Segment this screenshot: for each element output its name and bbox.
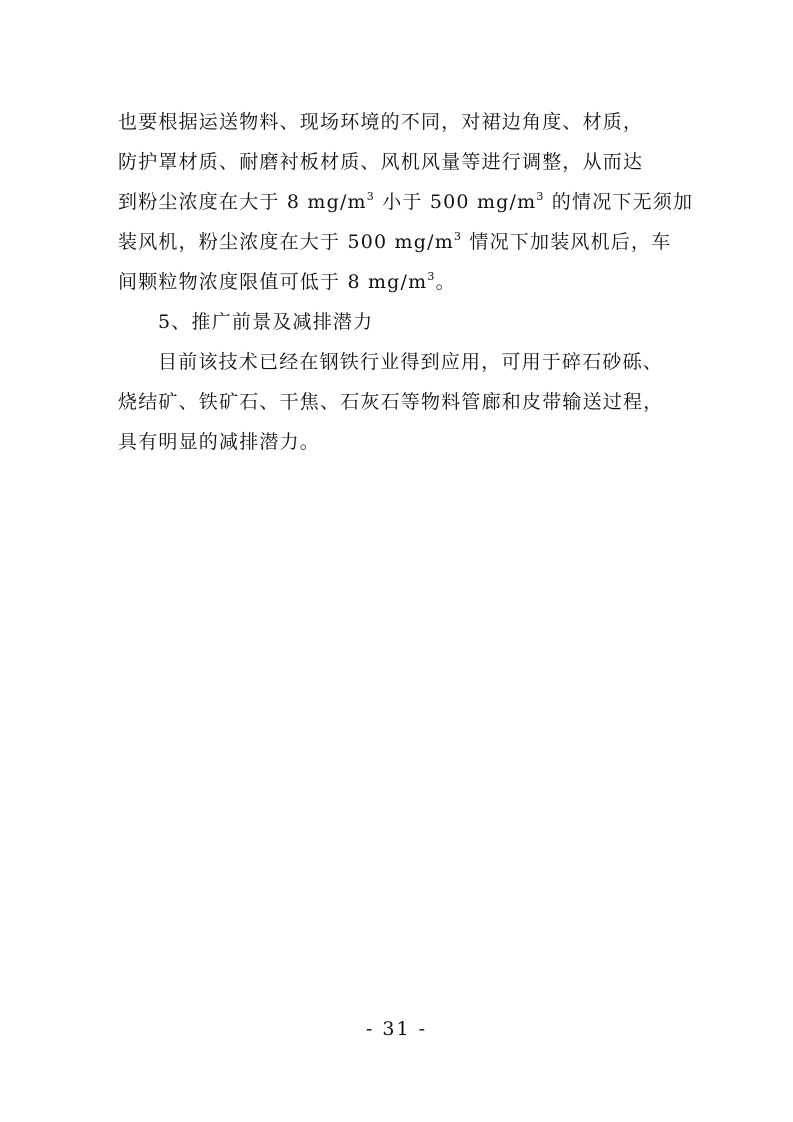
page-number: - 31 - [365,1018,428,1040]
body-text [118,102,694,462]
text-fragment: 的情况下无须加 [544,191,694,213]
superscript: 3 [536,189,545,203]
text-fragment: 情况下加装风机后，车 [462,231,672,253]
text-fragment: 间颗粒物浓度限值可低于 8 mg/m [118,271,428,293]
text-line: 烧结矿、铁矿石、干焦、石灰石等物料管廊和皮带输送过程， [118,391,664,413]
superscript: 3 [366,189,375,203]
text-line [118,222,683,262]
text-fragment: 。 [435,271,456,293]
text-line: 防护罩材质、耐磨衬板材质、风机风量等进行调整，从而达 [118,151,644,173]
text-line [118,262,683,302]
text-fragment: 小于 500 mg/m [374,191,537,213]
superscript: 3 [453,229,463,243]
paragraph-promotion-prospects [118,342,683,462]
text-line: 具有明显的减排潜力。 [118,431,321,453]
section-heading: 5、推广前景及减排潜力 [158,311,374,333]
text-line: 也要根据运送物料、现场环境的不同，对裙边角度、材质， [118,111,644,133]
text-fragment: 装风机，粉尘浓度在大于 500 mg/m [118,231,454,253]
text-line: 目前该技术已经在钢铁行业得到应用，可用于碎石砂砾、 [158,351,664,373]
text-line [118,182,694,222]
superscript: 3 [427,269,436,283]
paragraph-dust-control [118,102,694,302]
text-fragment: 到粉尘浓度在大于 8 mg/m [118,191,367,213]
